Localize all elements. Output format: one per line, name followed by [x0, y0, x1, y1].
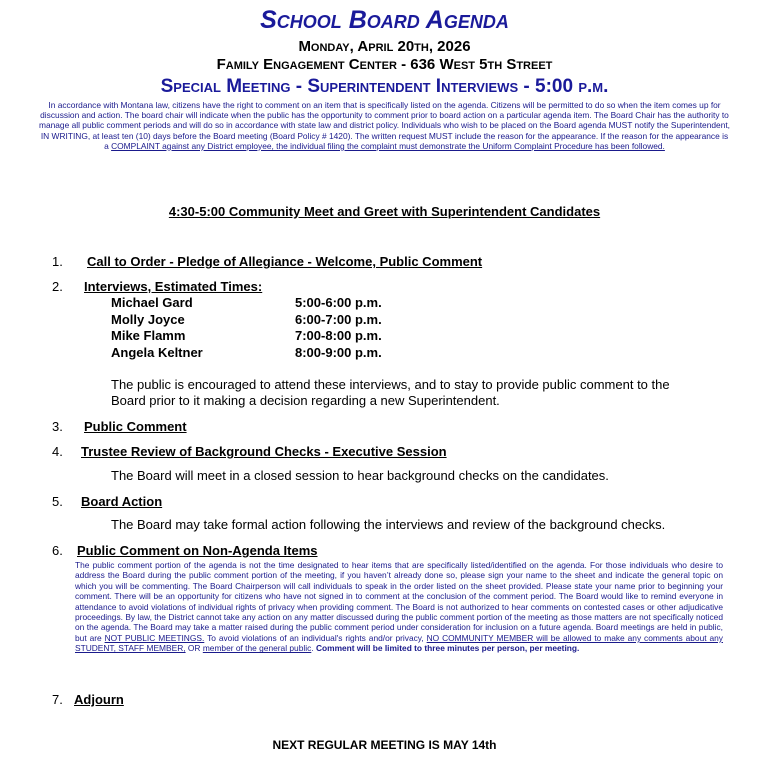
candidate-time: 6:00-7:00 p.m.: [295, 312, 382, 327]
meet-and-greet-heading: 4:30-5:00 Community Meet and Greet with Superintendent Candidates: [168, 204, 601, 219]
special-meeting-heading: Special Meeting - Superintendent Interviews - 5:00 p.m.: [160, 76, 609, 97]
item-title-adjourn: Adjourn: [74, 692, 124, 707]
pc-text: The public comment portion of the agenda is not the time designated to hear items that are specifically listed/identified on the agenda. For those individuals who desire to address the Board during the public comment portion of the meeting, if you haven’t already done so, please sign your name to the sheet and indicate the general topic on which you will be commenting. The Board Chairperson will call individuals to speak in the order listed on the sheet provided. Please state your name prior to beginning your comment. There will be an opportunity for citizens who have not signed in to comment at the conclusion of the comment period. The Board would like to remind everyone in attendance to avoid violations of individual rights of privacy when providing comment. The Board is not authorized to hear comments on contested cases or other adjudicative proceedings. By law, the District cannot take any action on any matter discussed during the public comment portion of the meeting as those matters are not specifically noticed on the agenda. The Board may take a matter raised during the public comment period under consideration for inclusion on a future agenda. Board meetings are held in public, but are: [75, 560, 723, 643]
complaint-notice-link: COMPLAINT against any District employee, the individual filing the complaint must demonstrate the Uniform Complaint Procedure has been followed.: [111, 140, 665, 151]
pc-not-public: NOT PUBLIC MEETINGS.: [104, 632, 205, 643]
item-number-6: 6.: [52, 543, 63, 558]
item-title-board-action: Board Action: [81, 494, 163, 509]
candidate-time: 7:00-8:00 p.m.: [295, 328, 382, 343]
item-number-7: 7.: [52, 692, 63, 707]
item-title-non-agenda-comment: Public Comment on Non-Agenda Items: [77, 543, 318, 558]
item-title-public-comment: Public Comment: [84, 419, 187, 434]
item-number-2: 2.: [52, 279, 63, 294]
item-number-1: 1.: [52, 254, 63, 269]
candidate-name: Angela Keltner: [111, 345, 203, 360]
item-number-3: 3.: [52, 419, 63, 434]
pc-no-community: NO COMMUNITY MEMBER will be allowed to make any comments about any STUDENT, STAFF MEMBER,: [75, 632, 723, 654]
candidate-time: 8:00-9:00 p.m.: [295, 345, 382, 360]
item-title-call-to-order: Call to Order - Pledge of Allegiance - Welcome, Public Comment: [87, 254, 483, 269]
item-number-4: 4.: [52, 444, 63, 459]
pc-time-limit: Comment will be limited to three minutes per person, per meeting.: [315, 643, 580, 654]
next-meeting-notice: NEXT REGULAR MEETING IS MAY 14th: [272, 738, 497, 752]
meeting-date: Monday, April 20th, 2026: [298, 38, 471, 55]
public-comment-notice: [38, 100, 731, 151]
agenda-title: School Board Agenda: [260, 6, 509, 34]
pc-end: .: [311, 643, 316, 654]
item-title-executive-session: Trustee Review of Background Checks - Executive Session: [81, 444, 447, 459]
item-title-interviews: Interviews, Estimated Times:: [84, 279, 263, 294]
candidate-name: Michael Gard: [111, 295, 193, 310]
pc-general-public: member of the general public: [202, 643, 312, 654]
notice-text: In accordance with Montana law, citizens have the right to comment on an item that is specifically listed on the agenda. Citizens will be permitted to do so when the item comes up for discussion and action. The board chair will indicate when the public has the opportunity to comment prior to board action on a particular agenda item. The Board Chair has the authority to manage all public comment periods and will do so in accordance with state law and district policy. Individuals who wish to be placed on the Board agenda MUST notify the Superintendent, IN WRITING, at least ten (10) days before the Board meeting (Board Policy # 1420). The written request MUST include the reason for the appearance. If the reason for the appearance is a: [38, 100, 731, 151]
non-agenda-comment-text: [75, 560, 723, 654]
candidate-name: Molly Joyce: [111, 312, 185, 327]
pc-or: OR: [185, 643, 203, 654]
item-number-5: 5.: [52, 494, 63, 509]
interview-note: The public is encouraged to attend these interviews, and to stay to provide public comment to the Board prior to it making a decision regarding a new Superintendent.: [111, 377, 670, 408]
candidate-name: Mike Flamm: [111, 328, 186, 343]
executive-session-note: The Board will meet in a closed session to hear background checks on the candidates.: [111, 468, 609, 483]
board-action-note: The Board may take formal action following the interviews and review of the background checks.: [111, 517, 666, 532]
pc-mid: To avoid violations of an individual's rights and/or privacy,: [204, 632, 427, 643]
candidate-time: 5:00-6:00 p.m.: [295, 295, 382, 310]
meeting-location: Family Engagement Center - 636 West 5th Street: [216, 56, 553, 73]
